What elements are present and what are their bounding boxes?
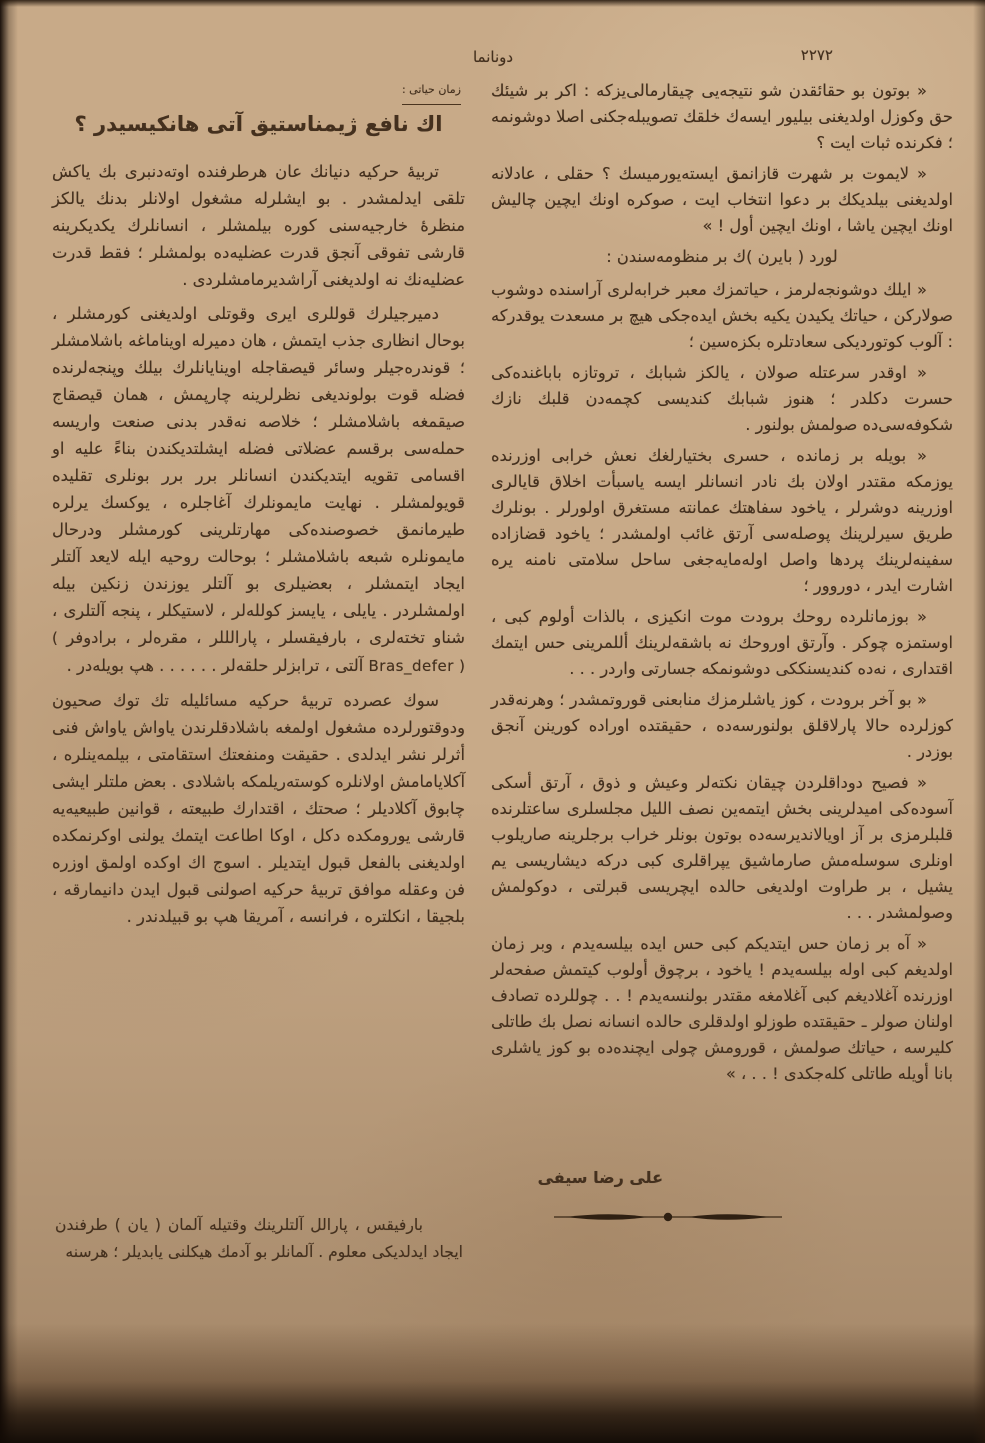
poem-paragraph: « فصيح دوداقلردن چيقان نكته‌لر وعيش و ذوق ، آرتق أسكى آسوده‌كى اميدلرينى بخش ايتمه‌ين نصف الليل مجلسلرى ساعتلرنده قلبلرمزى بر آز اويالانديرسه‌ده بوتون بونلر خراب برجلرينه صاريلوب اونلرى سوسله‌مش صارماشيق يپراقلرى كبى دركه ديشاريسى يم يشيل ، بر طراوت اولديغى حالده ايچريسى قبرلتى ، دوكولمش وصولمشدر . . . [491,773,953,922]
article-title: اك نافع ژيمناستيق آتى هانكيسيدر ؟ [74,112,443,136]
poem-intro: لورد ( بايرن )ك بر منظومه‌سندن : [606,247,838,266]
footnote [55,1212,463,1266]
paragraph: « بوتون بو حقائقدن شو نتيجه‌يى چيقارمالى‌يزكه : اكر بر شيئك حق وكوزل اولديغنى بيليور ايسه‌ك خلقك تصويبله‌جكنى اصلا دوشونمه ؛ فكرنده ثبات ايت ؟ [491,81,953,152]
footnote-text: بارفيقس ، پارالل آلتلرينك وقتيله آلمان ( يان ) طرفندن ايجاد ايدلديكى معلوم . آلمانلر بو آدمك هيكلنى يابديلر ؛ هرسنه [55,1216,463,1261]
poem-paragraph: « ايلك دوشونجه‌لرمز ، حياتمزك معبر خرابه‌لرى آراسنده دوشوب صولاركن ، حياتك يكيدن يكيه بخش ايده‌جكى هيچ بر مسعدت يوقدركه : آلوب كوتورديكى سعادتلره بكزه‌سين ؛ [491,280,953,351]
paragraph: تربيهٔ حركيه دنيانك عان هرطرفنده اوته‌دنبرى بك ياكش تلقى ايدلمشدر . بو ايشلرله مشغول اولانلر بدنك يالكز منظرهٔ خارجيه‌سنى كوره بيلمشلر ، انسانلرك يكديكرينه قارشى تفوقى آنجق قدرت عضليه‌ده بولمشلر ؛ فقط قدرت عضليه‌نك نه اولديغنى آراشديرمامشلردى . [52,162,465,289]
divider-ornament-icon [552,1208,784,1226]
paragraph: سوك عصرده تربيهٔ حركيه مسائليله تك توك صحيون ودوقتورلرده مشغول اولمغه باشلادقلرندن ياواش ياواش فنى أثرلر نشر ايدلدى . حقيقت ومنفعتك استقامتى ، بيلمه‌ينلره ، آكلايامامش اولانلره كوسته‌ريلمكه باشلادى . بعض ملتلر ايشى چابوق آكلاديلر ؛ صحتك ، اقتدارك طبيعته ، قوانين طبيعيه‌يه قارشى يورومكده دكل ، اوكا اطاعت ايتمك يولنى اوكرنمكده اولديغنى بالفعل قبول ايتديلر . اسوج اك اوكده اولمق اوزره فن وعقله موافق تربيهٔ حركيه اصولنى قبول ايدن دانيمارقه ، بلجيقا ، انكلتره ، فرانسه ، آمريقا هپ بو قبيلدندر . [52,691,465,926]
paragraph-text: دميرجيلرك قوللرى ايرى وقوتلى اولديغنى كورمشلر ، بوحال انظارى جذب ايتمش ، هان دميرله اويناماغه باشلامشلر ؛ قوندره‌جيلر وسائر قيصقاجله اوينايانلرك بيلك وپنجه‌لرنده فضله قوت بولونديغى نظرلرينه چارپمش ، همان قيصقاج صيقمغه باشلامشلر ؛ خلاصه نه‌قدر بدنى صنعت واريسه حمله‌سى برقسم عضلاتى فضله ايشلتديكندن بناءً عليه او اقسامى تقويه ايتديكندن انسانلر برر برر بونلرى تقليده قويولمشلر . نهايت مايمونلرك آغاجلره ، يوكسك يرلره طيرمانمق خصوصنده‌كى مهارتلرينى كورمشلر ودرحال مايمونلره شبعه باشلامشلر ؛ بوحالت روحيه ايله لايعد آلتلر ايجاد ايتمشلر ، بعضيلرى بو آلتلر يوزندن زنكين بيله اولمشلردر . يايلى ، يايسز كولله‌لر ، لاستيكلر ، پنجه آلتلرى ، شناو تخته‌لرى ، بارفيقسلر ، پارالللر ، مقره‌لر ، برادوفر [52,304,465,647]
author-signature: على رضا سيفى [537,1168,663,1187]
latin-term: ( Bras_defer ) [52,629,465,675]
column-right [491,78,953,1092]
poem-paragraph: « بوزمانلرده روحك برودت موت انكيزى ، بالذات أولوم كبى ، اوستمزه چوكر . وآرتق اوروحك نه باشقه‌لرينك أللمرينى حس ايتمك اقتدارى ، نه‌ده كنديسنككى دوشونمكه جسارتى واردر . . . [491,607,953,678]
poem-paragraph: « بويله بر زمانده ، حسرى بختيارلغك نعش خرابى اوزرنده يوزمكه مقتدر اولان بك نادر انسانلر ايسه ياسبأت اخلاق قايالرى اوزرينه دوشرلر ، ياخود سفاهتك عمانته مستغرق اولورلر . بونلرك طريق سيرلرينك پوصله‌سى آرتق غائب اولمشدر ؛ ياخود قضازاده سفينه‌لرينك پردها واصل اوله‌مايه‌جغى ساحل سلامتى نامنه يره اشارت ايدر ، دوروور ؛ [491,446,953,595]
poem-paragraph: « آه بر زمان حس ايتديكم كبى حس ايده بيلسه‌يدم ، وبر زمان اولديغم كبى اوله بيلسه‌يدم ! ياخود ، برچوق أولوب كيتمش صفحه‌لر اوزرنده آغلاديغم كبى آغلامغه مقتدر بولنسه‌يدم ! . . چوللرده تصادف اولنان صولر ـ حقيقتده طوزلو اولدقلرى حالده انسانه نصل بك طاتلى كليرسه ، حياتك صولمش ، قورومش چولى ايچنده‌ده بو كوز ياشلرى بانا أويله طاتلى كله‌جكدى ! . . ، » [491,934,953,1083]
paragraph [52,300,465,680]
running-title: دونانما [472,48,514,66]
page-number: ٢٢٧٢ [800,46,833,64]
section-label: زمان حياتى : [402,76,461,105]
paragraph: « لايموت بر شهرت قازانمق ايسته‌يورميسك ؟ حقلى ، عادلانه اولديغنى بيلديكك بر دعوا انتخاب ايت ، صوكره اونك ايچين چاليش اونك ايچين ياشا ، اونك ايچين أول ! » [491,164,953,235]
poem-paragraph: « اوقدر سرعتله صولان ، يالكز شبابك ، تروتازه باباغنده‌كى حسرت دكلدر ؛ هنوز شبابك كنديسى كچمه‌دن قلبك نازك شكوفه‌سى‌ده صولمش بولنور . [491,363,953,434]
poem-paragraph: « بو آخر برودت ، كوز ياشلرمزك منابعنى قوروتمشدر ؛ وهرنه‌قدر كوزلرده حالا پارلاقلق بولنورسه‌ده ، حقيقتده اوراده كورينن آنجق بوزدر . [491,690,953,761]
paragraph-text: آلتى ، ترابزلر حلقه‌لر . . . . . . هپ بويله‌در . [66,656,364,675]
column-left [52,76,465,937]
